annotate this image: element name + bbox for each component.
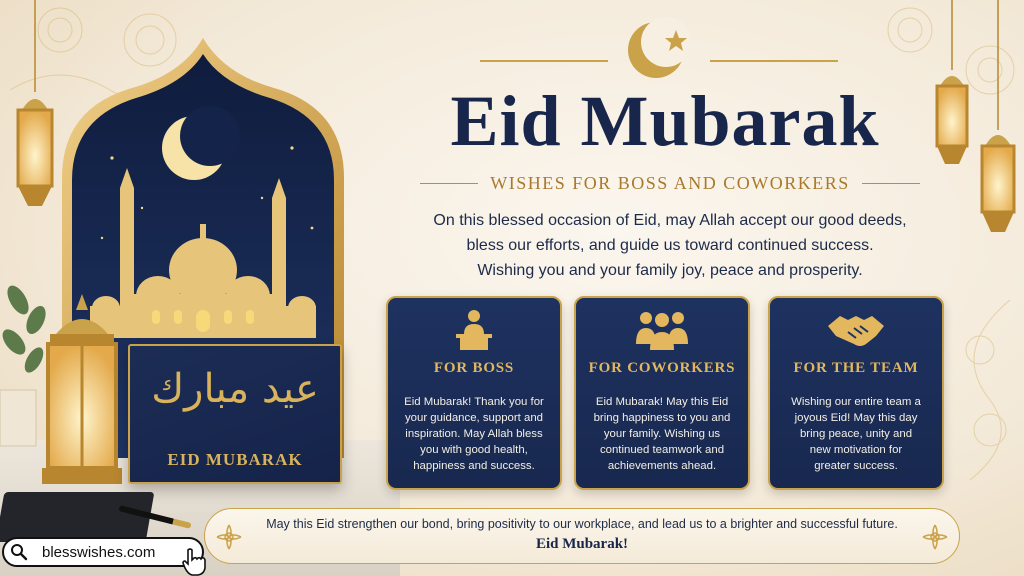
- box-text: [584, 394, 740, 474]
- search-icon: [10, 543, 28, 561]
- box-line: your family. Wishing us: [603, 428, 721, 440]
- hand-cursor-icon: [180, 548, 210, 576]
- flower-ornament-right-icon: [921, 523, 949, 551]
- handshake-icon: [770, 308, 942, 352]
- box-text: [778, 394, 934, 474]
- box-line: joyous Eid! May this day: [794, 412, 918, 424]
- box-line: bring happiness to you and: [593, 412, 731, 424]
- box-line: happiness and success.: [413, 460, 535, 472]
- boss-desk-icon: [388, 308, 560, 352]
- hanging-lantern-far-right-icon: [976, 0, 1020, 244]
- box-line: new motivation for: [809, 444, 903, 456]
- box-title: FOR THE TEAM: [793, 360, 919, 376]
- top-rule-right: [710, 60, 838, 62]
- footer-greeting: Eid Mubarak!: [535, 536, 629, 552]
- coworkers-wish-card: [574, 296, 750, 490]
- boss-wish-card: [386, 296, 562, 490]
- subtitle: WISHES FOR BOSS AND COWORKERS: [490, 172, 850, 193]
- page-title: Eid Mubarak: [450, 81, 880, 161]
- box-title: FOR BOSS: [433, 360, 515, 376]
- top-rule-left: [480, 60, 608, 62]
- website-search-bar[interactable]: [2, 537, 204, 567]
- box-line: continued teamwork and: [599, 444, 725, 456]
- crescent-star-icon: [620, 12, 700, 82]
- floral-bottom-right-decoration: [930, 290, 1024, 490]
- hanging-lantern-left-icon: [10, 0, 60, 216]
- box-line: greater success.: [814, 460, 898, 472]
- laptop-corner: [0, 492, 154, 542]
- intro-line: On this blessed occasion of Eid, may Allah accept our good deeds,: [433, 212, 907, 229]
- box-title: FOR COWORKERS: [588, 360, 736, 376]
- website-url: blesswishes.com: [42, 543, 156, 561]
- subtitle-divider-right: [862, 183, 920, 184]
- box-line: Wishing our entire team a: [791, 396, 921, 408]
- box-line: Eid Mubarak! May this Eid: [595, 396, 729, 408]
- intro-text: [400, 208, 940, 283]
- subtitle-row: [420, 172, 920, 194]
- team-wish-card: [768, 296, 944, 490]
- box-line: bring peace, unity and: [799, 428, 913, 440]
- box-line: you with good health,: [420, 444, 528, 456]
- footer-message: May this Eid strengthen our bond, bring positivity to our workplace, and lead us to a brighter and successful future.: [266, 517, 898, 531]
- box-line: inspiration. May Allah bless: [405, 428, 543, 440]
- intro-line: bless our efforts, and guide us toward continued success.: [466, 237, 874, 254]
- intro-line: Wishing you and your family joy, peace and prosperity.: [477, 262, 863, 279]
- card-label: EID MUBARAK: [167, 450, 303, 469]
- table-lantern-icon: [36, 290, 128, 490]
- eid-greeting-card: [128, 344, 342, 484]
- card-arabic-calligraphy: عيد مبارك: [151, 366, 319, 412]
- box-line: achievements ahead.: [607, 460, 717, 472]
- box-text: [396, 394, 552, 474]
- coworkers-group-icon: [576, 308, 748, 352]
- footer-banner: [204, 508, 960, 564]
- box-line: your guidance, support and: [404, 412, 544, 424]
- box-line: Eid Mubarak! Thank you for: [404, 396, 544, 408]
- subtitle-divider-left: [420, 183, 478, 184]
